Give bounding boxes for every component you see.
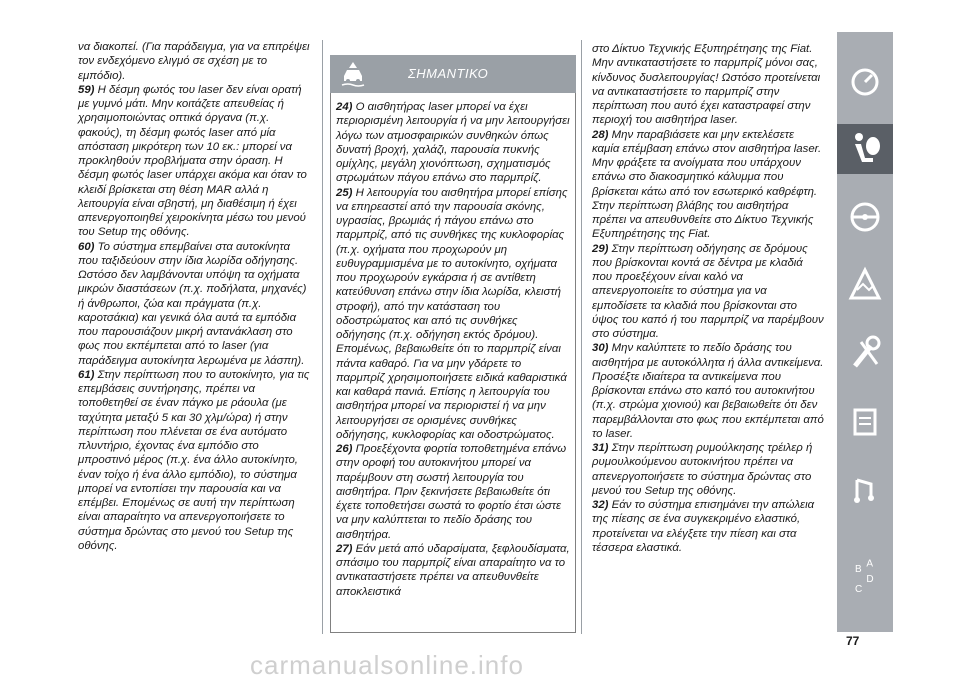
svg-text:D: D [866,574,874,585]
paragraph: 27) Εάν μετά από υδαρσίματα, ξεφλουδίσματα, σπάσιμο του παρμπρίζ είναι απαραίτητο να το αντικαταστήσετε πρέπει να απευθυνθείτε αποκλειστικά [336,542,570,598]
svg-text:C: C [855,584,863,595]
wrench-icon[interactable] [837,328,893,378]
section-title: ΣΗΜΑΝΤΙΚΟ [408,66,489,81]
svg-text:A: A [866,558,874,570]
seat-airbag-icon[interactable] [837,124,893,174]
column-divider [322,40,323,634]
text-column-2 [336,100,570,599]
column-divider [581,40,582,634]
paragraph: 26) Προεξέχοντα φορτία τοποθετημένα επάνω στην οροφή του αυτοκινήτου μπορεί να παρέμβουν στη σωστή λειτουργία του αισθητήρα. Πριν ξεκινήσετε βεβαιωθείτε ότι έχετε τοποθετήσει σωστά το φορτίο έτσι ώστε να μην καλύπτεται το πεδίο δράσης του αισθητήρα. [336,443,567,541]
paragraph: 29) Στην περίπτωση οδήγησης σε δρόμους που βρίσκονται κοντά σε δέντρα με κλαδιά που προεξέχουν είναι καλό να απενεργοποιείτε το σύστημα για να εμποδίσετε τα κλαδιά που βρίσκονται στο ύψος του καπό ή του παρμπρίζ να παρέμβουν στο σύστημα. [592,242,824,340]
text-column-1 [78,40,310,553]
paragraph: 60) Το σύστημα επεμβαίνει στα αυτοκίνητα που ταξιδεύουν στην ίδια λωρίδα οδήγησης. Ωστόσο δεν λαμβάνονται υπόψη τα οχήματα μικρών διαστάσεων (π.χ. ποδήλατα, μηχανές) ή άνθρωποι, ζώα και πράγματα (π.χ. καροτσάκια) και γενικά όλα αυτά τα εμπόδια που παρουσιάζουν μικρή αντανάκλαση στο φως που εκπέμπεται από το laser (για παράδειγμα αυτοκίνητα λερωμένα με λάσπη). [78,240,307,367]
index-abc-icon[interactable] [837,552,893,622]
paragraph: 61) Στην περίπτωση που το αυτοκίνητο, για τις επεμβάσεις συντήρησης, πρέπει να τοποθετηθεί σε έναν πάγκο με ράουλα (με ταχύτητα μεταξύ 5 και 30 χλμ/ώρα) ή στην περίπτωση που πλένεται σε ένα αυτόματο πλυντήριο, έχοντας ένα εμπόδιο στο μπροστινό μέρος (π.χ. ένα άλλο αυτοκίνητο, έναν τοίχο ή ένα άλλο εμπόδιο), το σύστημα μπορεί να εντοπίσει την παρουσία και να επέμβει. Επομένως σε αυτή την περίπτωση είναι απαραίτητο να απενεργοποιήσετε το σύστημα δρώντας στο μενού του Setup της οθόνης. [78,368,310,552]
steering-wheel-icon[interactable] [837,192,893,242]
page-number: 77 [846,634,860,648]
paragraph: 28) Μην παραβιάσετε και μην εκτελέσετε καμία επέμβαση επάνω στον αισθητήρα laser. Μην φράξετε τα ανοίγματα που υπάρχουν επάνω στο διακοσμητικό κάλυμμα που βρίσκεται κάτω από τον εσωτερικό καθρέφτη. Στην περίπτωση βλάβης του αισθητήρα πρέπει να απευθυνθείτε στο Δίκτυο Τεχνικής Εξυπηρέτησης της Fiat. [592,128,822,241]
multimedia-icon[interactable] [837,464,893,514]
paragraph: 59) Η δέσμη φωτός του laser δεν είναι ορατή με γυμνό μάτι. Μην κοιτάζετε απευθείας ή χρησιμοποιώντας οπτικά όργανα (π.χ. φακούς), τη δέσμη φωτός laser από μία απόσταση μικρότερη των 10 εκ.: μπορεί να προκληθούν προβλήματα στην όραση. Η δέσμη φωτός laser υπάρχει ακόμα και όταν το κλειδί βρίσκεται στη θέση MAR αλλά η λειτουργία είναι σβηστή, μη διαθέσιμη ή έχει απενεργοποιηθεί χειροκίνητα μέσω του μενού του Setup της οθόνης. [78,83,307,239]
paragraph: 30) Μην καλύπτετε το πεδίο δράσης του αισθητήρα με αυτοκόλλητα ή άλλα αντικείμενα. Προσέξτε ιδιαίτερα τα αντικείμενα που βρίσκονται επάνω στο καπό του αυτοκινήτου (π.χ. στρώμα χιονιού) και βεβαιωθείτε ότι δεν παρεμβάλλονται στο φως που εκπέμπεται από το laser. [592,342,824,440]
important-header [330,55,576,93]
chapter-sidebar [837,32,893,632]
text-column-3 [592,42,824,555]
watermark: carmanualsonline.info [250,650,524,680]
paragraph: 24) Ο αισθητήρας laser μπορεί να έχει περιορισμένη λειτουργία ή να μην λειτουργήσει λόγω των ατμοσφαιρικών συνθηκών όπως δυνατή βροχή, χαλάζι, παρουσία πυκνής ομίχλης, μεγάλη χιονόπτωση, σχηματισμός στρωμάτων πάγου επάνω στο παρμπρίζ. [336,101,570,185]
dashboard-icon[interactable] [837,56,893,106]
paragraph: 25) Η λειτουργία του αισθητήρα μπορεί επίσης να επηρεαστεί από την παρουσία σκόνης, υγρασίας, βρωμιάς ή πάγου επάνω στο παρμπρίζ, από τις συνθήκες της κυκλοφορίας (π.χ. οχήματα που προχωρούν μη ευθυγραμμισμένα με το αυτοκίνητο, οχήματα που προχωρούν εγκάρσια ή σε αντίθετη κατεύθυνση επάνω στην ίδια λωρίδα, κλειστή στροφή), από την κατάσταση του οδοστρώματος και από τις συνθήκες οδήγησης (π.χ. οδήγηση εκτός δρόμου). Επομένως, βεβαιωθείτε ότι το παρμπρίζ είναι πάντα καθαρό. Για να μην γδάρετε το παρμπρίζ χρησιμοποιήσετε ειδικά καθαριστικά και καθαρά πανιά. Επίσης η λειτουργία του αισθητήρα μπορεί να περιοριστεί ή να μην λειτουργήσει σε ορισμένες συνθήκες οδήγησης, κυκλοφορίας και οδοστρώματος. [336,186,568,441]
paragraph: 32) Εάν το σύστημα επισημάνει την απώλεια της πίεσης σε ένα συγκεκριμένο ελαστικό, προτείνεται να ελέγξετε την πίεση και στα τέσσερα ελαστικά. [592,499,815,554]
paragraph: να διακοπεί. (Για παράδειγμα, για να επιτρέψει τον ενδεχόμενο ελιγμό σε σχέση με το εμπόδιο). [78,41,310,82]
warning-triangle-icon[interactable] [837,260,893,310]
warning-car-icon [338,59,368,89]
car-spec-icon[interactable] [837,396,893,446]
svg-text:B: B [855,564,862,575]
paragraph: στο Δίκτυο Τεχνικής Εξυπηρέτησης της Fiat. Μην αντικαταστήσετε το παρμπρίζ μόνοι σας, κίνδυνος δυσλειτουργίας! Ωστόσο προτείνεται να αντικαταστήσετε το παρμπρίζ στην περίπτωση που αυτό έχει καταστραφεί στην περιοχή του αισθητήρα laser. [592,43,821,127]
paragraph: 31) Στην περίπτωση ρυμούλκησης τρέιλερ ή ρυμουλκούμενου αυτοκινήτου πρέπει να απενεργοποιήσετε το σύστημα δρώντας στο μενού του Setup της οθόνης. [592,442,813,497]
